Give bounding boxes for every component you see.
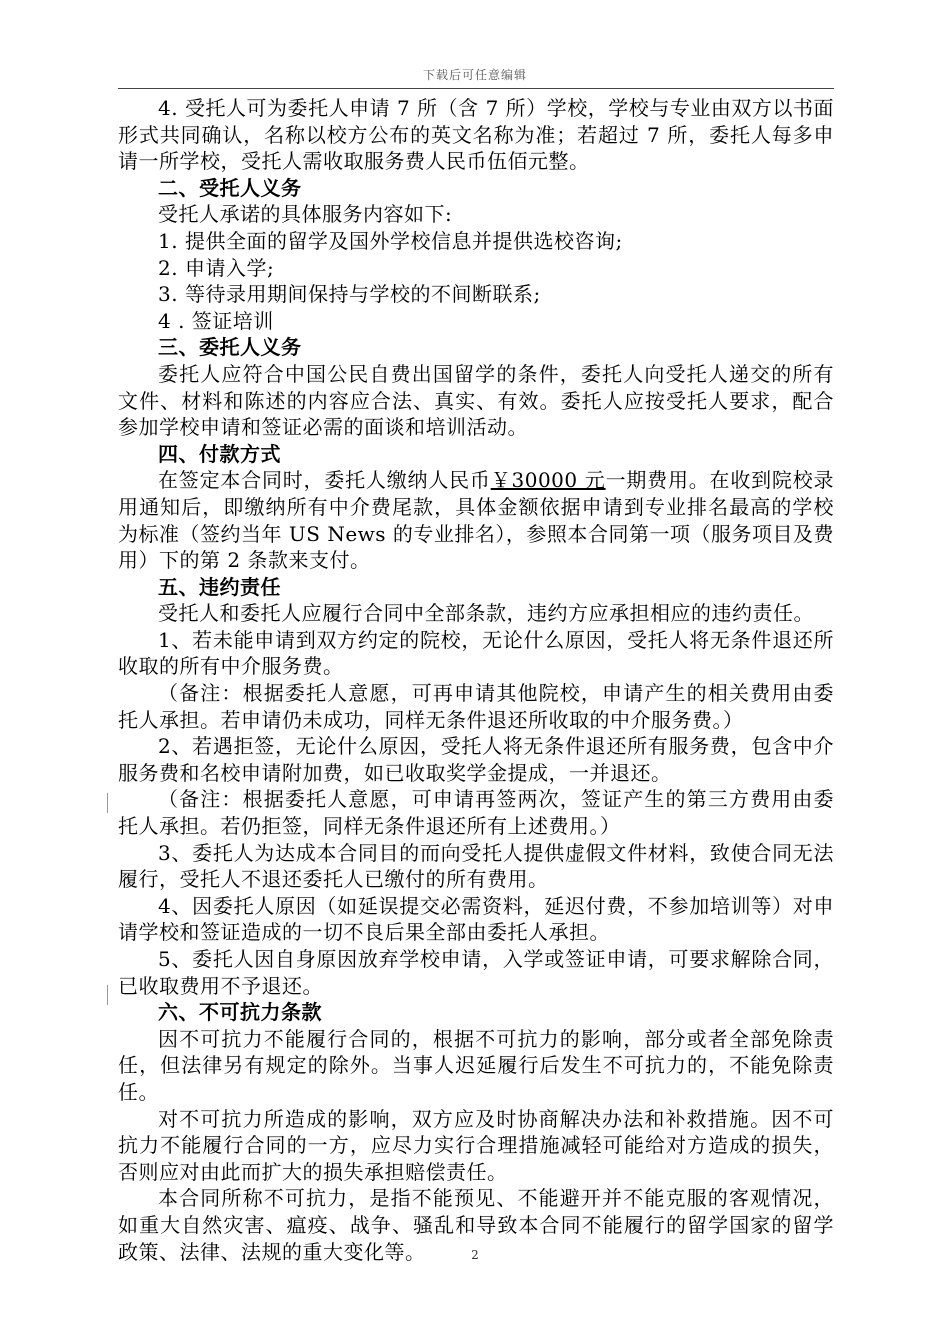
section-5-intro: 受托人和委托人应履行合同中全部条款，违约方应承担相应的违约责任。 [158, 601, 814, 626]
force-majeure-paragraph: 对不可抗力所造成的影响，双方应及时协商解决办法和补救措施。因不可抗力不能履行合同的一方，应尽力实行合理措施减轻可能给对方造成的损失，否则应对由此而扩大的损失承担赔偿责任。 [118, 1106, 834, 1184]
margin-mark [107, 985, 108, 1005]
service-item: 4 . 签证培训 [158, 308, 274, 333]
service-item: 1. 提供全面的留学及国外学校信息并提供选校咨询; [158, 228, 623, 253]
force-majeure-paragraph: 因不可抗力不能履行合同的，根据不可抗力的影响，部分或者全部免除责任，但法律另有规定的除外。当事人迟延履行后发生不可抗力的，不能免除责任。 [118, 1026, 834, 1104]
margin-mark [107, 793, 108, 813]
section-3-body: 委托人应符合中国公民自费出国留学的条件，委托人向受托人递交的所有文件、材料和陈述的内容应合法、真实、有效。委托人应按受托人要求，配合参加学校申请和签证必需的面谈和培训活动。 [118, 361, 834, 440]
liability-note: （备注：根据委托人意愿，可申请再签两次，签证产生的第三方费用由委托人承担。若仍拒签，同样无条件退还所有上述费用。） [118, 787, 834, 839]
liability-note: （备注：根据委托人意愿，可再申请其他院校，申请产生的相关费用由委托人承担。若申请仍未成功，同样无条件退还所收取的中介服务费。） [118, 681, 834, 732]
liability-clause: 3、委托人为达成本合同目的而向受托人提供虚假文件材料，致使合同无法履行，受托人不退还委托人已缴付的所有费用。 [118, 840, 834, 892]
payment-text-before: 在签定本合同时，委托人缴纳人民币 [158, 468, 491, 493]
liability-clause: 1、若未能申请到双方约定的院校，无论什么原因，受托人将无条件退还所收取的所有中介服务费。 [118, 627, 834, 679]
clause-4-paragraph: 4. 受托人可为委托人申请 7 所（含 7 所）学校，学校与专业由双方以书面形式共同确认，名称以校方公布的英文名称为准；若超过 7 所，委托人每多申请一所学校，受托人需收取服务费人民币伍佰元整。 [118, 96, 834, 174]
payment-amount: ￥30000 元 [490, 468, 606, 493]
section-2-heading: 二、受托人义务 [158, 175, 302, 200]
header-rule [118, 88, 834, 89]
force-majeure-paragraph: 本合同所称不可抗力，是指不能预见、不能避开并不能克服的客观情况，如重大自然灾害、瘟疫、战争、骚乱和导致本合同不能履行的留学国家的留学政策、法律、法规的重大变化等。 [118, 1186, 834, 1264]
section-3-heading: 三、委托人义务 [158, 335, 302, 360]
document-body [118, 95, 834, 1265]
service-item: 2. 申请入学; [158, 255, 275, 280]
section-4-heading: 四、付款方式 [158, 441, 281, 466]
liability-clause: 2、若遇拒签，无论什么原因，受托人将无条件退还所有服务费，包含中介服务费和名校申请附加费，如已收取奖学金提成，一并退还。 [118, 734, 834, 785]
service-item: 3. 等待录用期间保持与学校的不间断联系; [158, 282, 541, 307]
section-6-heading: 六、不可抗力条款 [158, 1000, 322, 1025]
payment-text-after: 一期费用。在收到院校录用通知后，即缴纳所有中介费尾款，具体金额依据申请到专业排名最高的学校为标准（签约当年 US News 的专业排名），参照本合同第一项（服务项目及费用）下的第 2 条款来支付。 [118, 468, 835, 573]
liability-clause: 4、因委托人原因（如延误提交必需资料，延迟付费，不参加培训等）对申请学校和签证造成的一切不良后果全部由委托人承担。 [118, 893, 834, 945]
page-header: 下载后可任意编辑 [422, 68, 527, 82]
liability-clause: 5、委托人因自身原因放弃学校申请，入学或签证申请，可要求解除合同，已收取费用不予退还。 [118, 947, 834, 998]
page-number: 2 [471, 1248, 479, 1262]
section-2-intro: 受托人承诺的具体服务内容如下: [158, 202, 453, 227]
section-4-body [118, 467, 834, 573]
section-5-heading: 五、违约责任 [158, 574, 281, 599]
